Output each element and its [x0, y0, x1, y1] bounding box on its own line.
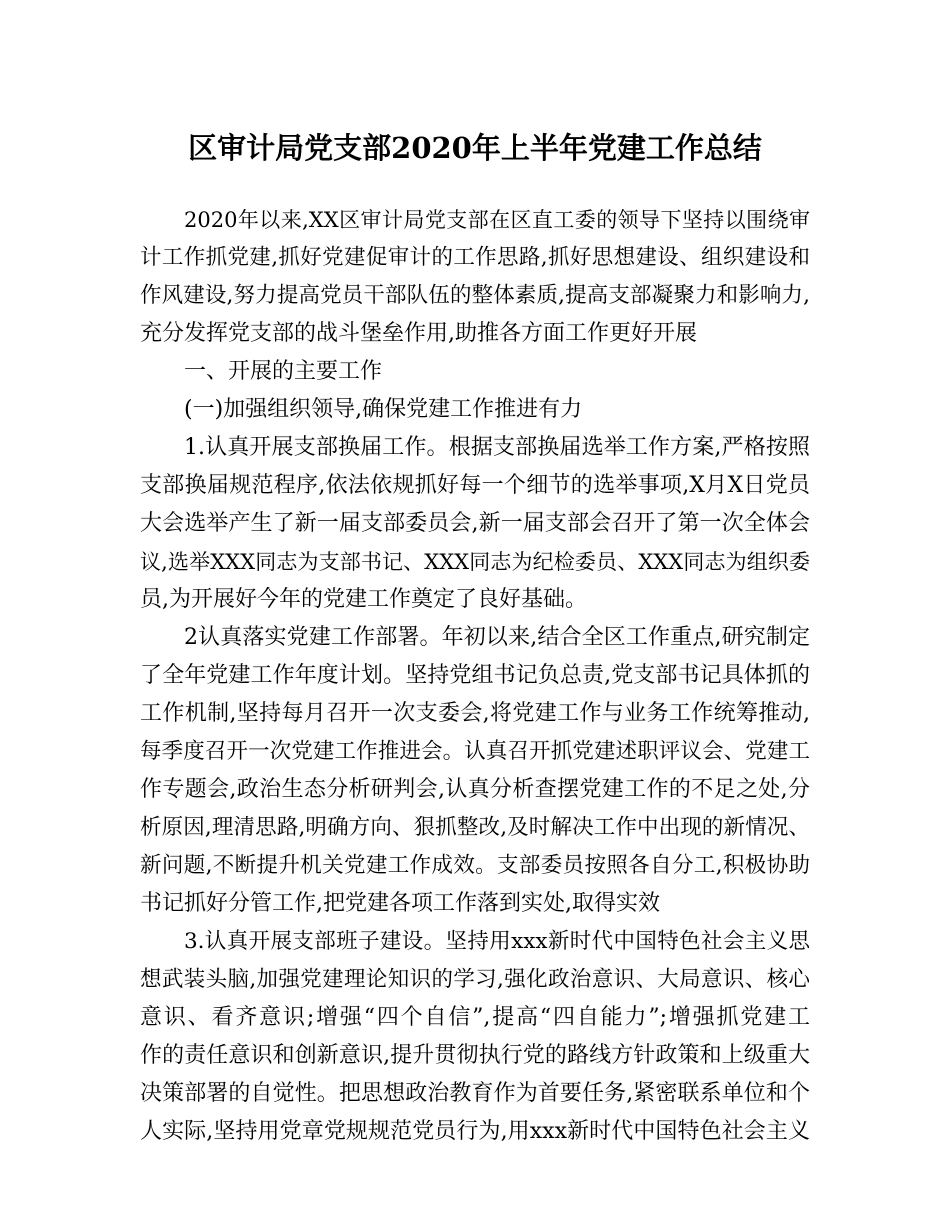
document-title: 区审计局党支部2020年上半年党建工作总结	[188, 131, 762, 165]
paragraph-line: 意识、看齐意识;增强“四个自信”,提高“四自能力”;增强抓党建工	[140, 1005, 810, 1030]
paragraph-line: 1.认真开展支部换届工作。根据支部换届选举工作方案,严格按照	[184, 435, 810, 460]
paragraph-line: 新问题,不断提升机关党建工作成效。支部委员按照各自分工,积极协助	[140, 853, 810, 878]
paragraph-line: 议,选举XXX同志为支部书记、XXX同志为纪检委员、XXX同志为组织委	[140, 550, 810, 574]
paragraph-line: 充分发挥党支部的战斗堡垒作用,助推各方面工作更好开展	[140, 321, 697, 346]
paragraph-line: 书记抓好分管工作,把党建各项工作落到实处,取得实效	[140, 891, 660, 916]
paragraph-line: 决策部署的自觉性。把思想政治教育作为首要任务,紧密联系单位和个	[140, 1081, 810, 1106]
paragraph-line: 作的责任意识和创新意识,提升贯彻执行党的路线方针政策和上级重大	[140, 1043, 810, 1068]
paragraph-line: 作风建设,努力提高党员干部队伍的整体素质,提高支部凝聚力和影响力,	[140, 283, 810, 308]
paragraph-line: 了全年党建工作年度计划。坚持党组书记负总责,党支部书记具体抓的	[140, 663, 810, 688]
paragraph-line: 析原因,理清思路,明确方向、狠抓整改,及时解决工作中出现的新情况、	[140, 815, 810, 840]
paragraph-line: 工作机制,坚持每月召开一次支委会,将党建工作与业务工作统筹推动,	[140, 701, 810, 726]
paragraph-line: 大会选举产生了新一届支部委员会,新一届支部会召开了第一次全体会	[140, 511, 810, 536]
paragraph-line: 每季度召开一次党建工作推进会。认真召开抓党建述职评议会、党建工	[140, 739, 810, 764]
subsection-heading: (一)加强组织领导,确保党建工作推进有力	[184, 397, 583, 422]
paragraph-line: 2认真落实党建工作部署。年初以来,结合全区工作重点,研究制定	[184, 625, 810, 650]
paragraph-line: 2020年以来,XX区审计局党支部在区直工委的领导下坚持以围绕审	[184, 208, 810, 232]
paragraph-line: 想武装头脑,加强党建理论知识的学习,强化政治意识、大局意识、核心	[140, 967, 810, 992]
paragraph-line: 计工作抓党建,抓好党建促审计的工作思路,抓好思想建设、组织建设和	[140, 245, 810, 270]
paragraph-line: 3.认真开展支部班子建设。坚持用xxx新时代中国特色社会主义思	[184, 929, 810, 954]
paragraph-line: 员,为开展好今年的党建工作奠定了良好基础。	[140, 587, 587, 612]
paragraph-line: 作专题会,政治生态分析研判会,认真分析查摆党建工作的不足之处,分	[140, 777, 810, 802]
paragraph-line: 人实际,坚持用党章党规规范党员行为,用xxx新时代中国特色社会主义	[140, 1119, 810, 1144]
section-heading: 一、开展的主要工作	[184, 359, 383, 384]
paragraph-line: 支部换届规范程序,依法依规抓好每一个细节的选举事项,X月X日党员	[140, 473, 810, 498]
